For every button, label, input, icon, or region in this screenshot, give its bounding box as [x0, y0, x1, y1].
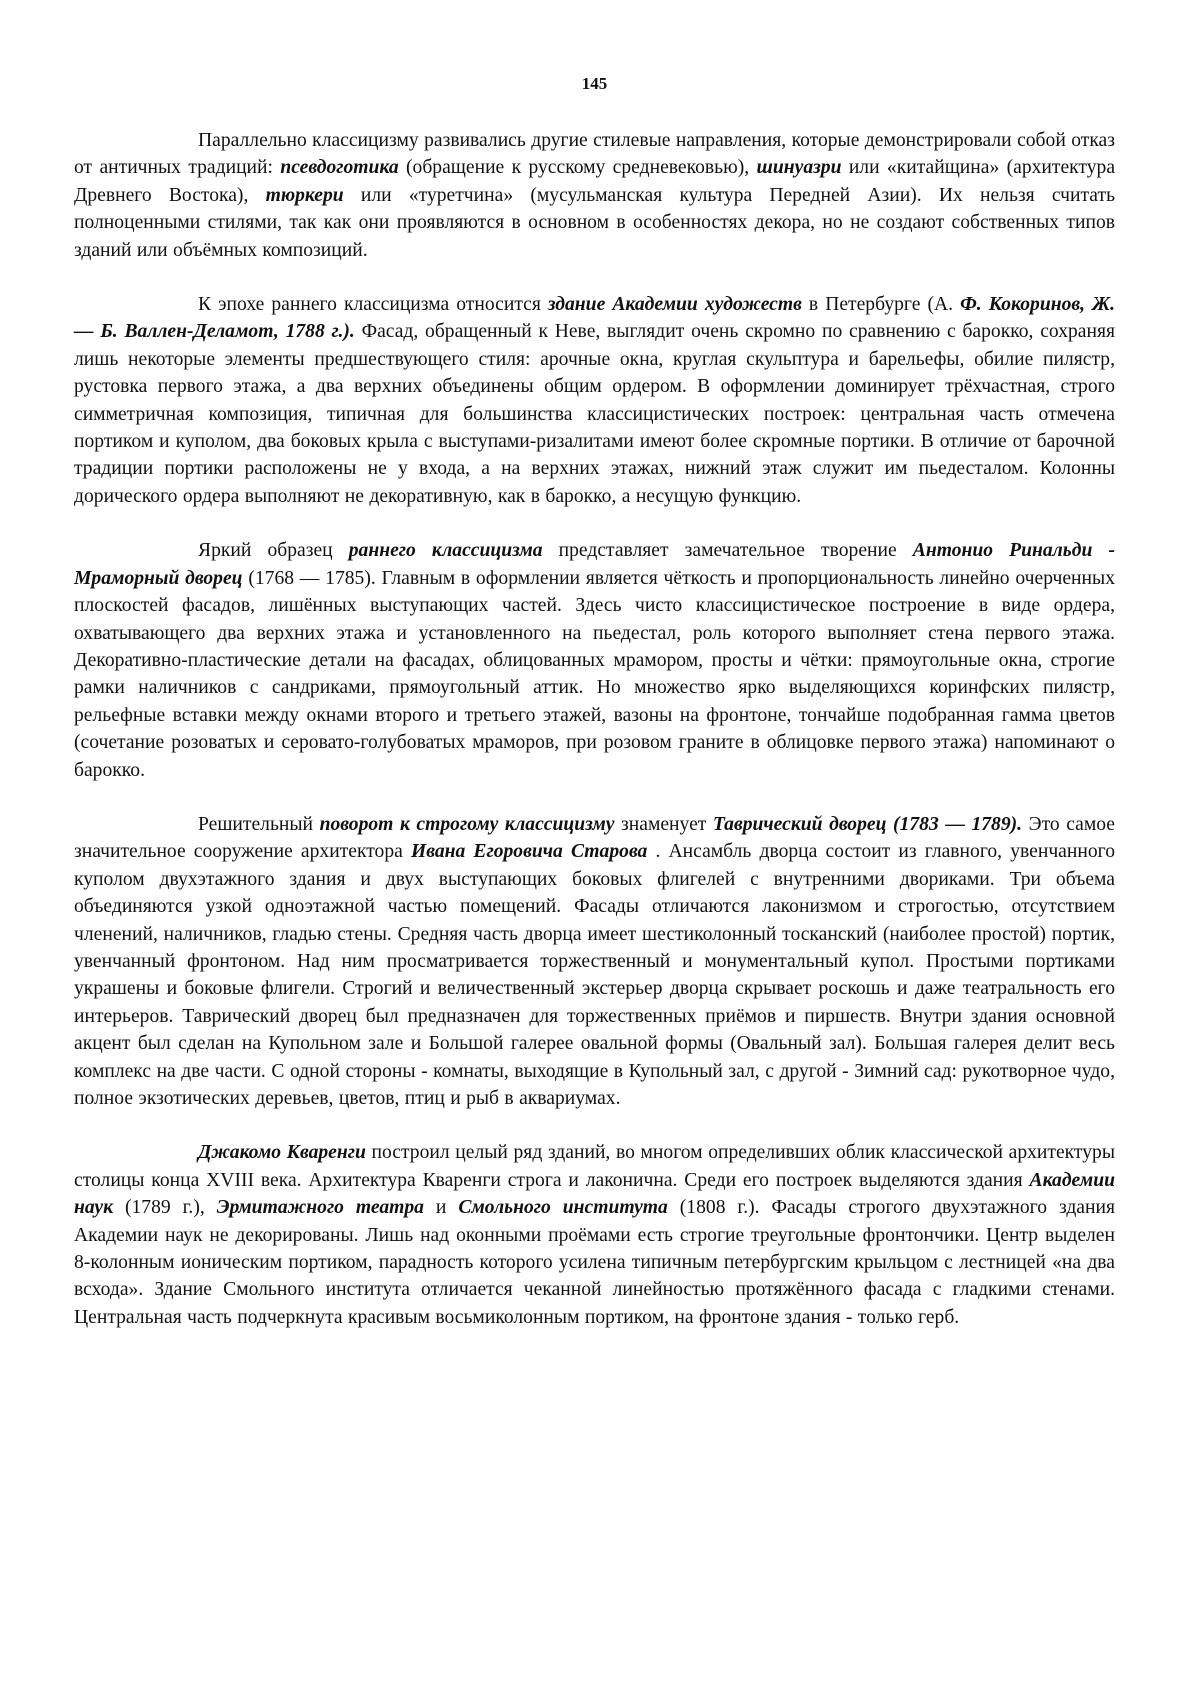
emphasis-term: Таврический дворец (1783 — 1789). — [712, 813, 1023, 835]
text-run: (1768 — 1785). Главным в оформлении является чёткость и пропорциональность линейно очерченных плоскостей фасадов, лишённых выступающих частей. Здесь чисто классицистическое построение в виде ордера, охватывающего два верхних этажа и установленного на пьедестал, роль которого выполняет стена первого этажа. Декоративно-пластические детали на фасадах, облицованных мрамором, просты и чётки: прямоугольные окна, строгие рамки наличников с сандриками, прямоугольный аттик. Но множество ярко выделяющихся коринфских пилястр, рельефные вставки между окнами второго и третьего этажей, вазоны на фронтоне, тончайше подобранная гамма цветов (сочетание розоватых и серовато-голубоватых мраморов, при розовом граните в облицовке первого этажа) напоминают о барокко. — [74, 567, 1115, 781]
text-run: в Петербурге (А. — [801, 294, 961, 316]
paragraph-pseudo-styles — [74, 127, 1115, 264]
page-body — [74, 127, 1115, 1358]
text-run: или «китайщина» (архитектура Древнего Востока), — [74, 157, 1116, 206]
emphasis-term: Ф. Кокоринов, Ж. — Б. Валлен-Деламот, 1788 г.). — [74, 294, 1115, 343]
text-run: или «туретчина» (мусульманская культура Передней Азии). Их нельзя считать полноценными стилями, так как они проявляются в основном в особенностях декора, но не создают собственных типов зданий или объёмных композиций. — [74, 184, 1116, 261]
paragraph-academy-of-arts — [74, 291, 1115, 510]
emphasis-term: Джакомо Кваренги — [198, 1142, 366, 1164]
text-run: (1789 г.), — [113, 1197, 217, 1219]
page-number: 145 — [581, 74, 608, 93]
text-run: Фасад, обращенный к Неве, выглядит очень скромно по сравнению с барокко, сохраняя лишь некоторые элементы предшествующего стиля: арочные окна, круглая скульптура и барельефы, обилие пилястр, рустовка первого этажа, а два верхних объединены общим ордером. В оформлении доминирует трёхчастная, строго симметричная композиция, типичная для большинства классицистических построек: центральная часть отмечена портиком и куполом, два боковых крыла с выступами-ризалитами имеют более скромные портики. В отличие от барочной традиции портики расположены не у входа, а на верхних этажах, нижний этаж служит им пьедесталом. Колонны дорического ордера выполняют не декоративную, как в барокко, а несущую функцию. — [74, 321, 1116, 507]
emphasis-term: здание Академии художеств — [547, 294, 802, 316]
text-run: Это самое значительное сооружение архитектора — [74, 813, 1115, 863]
text-run: Решительный — [198, 813, 320, 835]
text-run: и — [423, 1197, 459, 1219]
text-run: построил целый ряд зданий, во многом определивших облик классической архитектуры столицы конца XVIII века. Архитектура Кваренги строга и лаконична. Среди его построек выделяются здания — [74, 1142, 1115, 1191]
text-run: знаменует — [614, 813, 713, 835]
text-run: (обращение к русскому средневековью), — [398, 157, 757, 179]
emphasis-term: тюркери — [265, 184, 344, 206]
emphasis-term: псевдоготика — [280, 157, 399, 179]
emphasis-term: шинуазри — [756, 157, 842, 179]
emphasis-term: Академии наук — [74, 1169, 1115, 1219]
text-run: представляет замечательное творение — [542, 540, 913, 562]
paragraph-marble-palace — [74, 537, 1115, 784]
emphasis-term: Ивана Егоровича Старова — [410, 841, 648, 863]
text-run: Параллельно классицизму развивались другие стилевые направления, которые демонстрировали собой отказ от античных традиций: — [74, 130, 1115, 179]
text-run: К эпохе раннего классицизма относится — [198, 294, 548, 316]
text-run: Яркий образец — [198, 540, 349, 562]
emphasis-term: Смольного института — [458, 1197, 668, 1219]
emphasis-term: раннего классицизма — [348, 540, 543, 562]
emphasis-term: Эрмитажного театра — [216, 1197, 424, 1219]
emphasis-term: поворот к строгому классицизму — [319, 813, 615, 835]
text-run: (1808 г.). Фасады строгого двухэтажного здания Академии наук не декорированы. Лишь над оконными проёмами есть строгие треугольные фронтончики. Центр выделен 8-колонным ионическим портиком, парадность которого усилена типичным петербургским крыльцом с лестницей «на два всхода». Здание Смольного института отличается чеканной линейностью протяжённого фасада с гладкими стенами. Центральная часть подчеркнута красивым восьмиколонным портиком, на фронтоне здания - только герб. — [74, 1197, 1115, 1328]
emphasis-term: Антонио Ринальди - Мраморный дворец — [74, 540, 1115, 589]
paragraph-tauride-palace — [74, 811, 1115, 1112]
text-run: . Ансамбль дворца состоит из главного, увенчанного куполом двухэтажного здания и двух выступающих боковых флигелей с внутренними двориками. Три объема объединяются узкой одноэтажной частью помещений. Фасады отличаются лаконизмом и строгостью, отсутствием членений, наличников, гладью стены. Средняя часть дворца имеет шестиколонный тосканский (наиболее простой) портик, увенчанный фронтоном. Над ним просматривается торжественный и монументальный купол. Простыми портиками украшены и боковые флигели. Строгий и величественный экстерьер дворца скрывает роскошь и даже театральность его интерьеров. Таврический дворец был предназначен для торжественных приёмов и пиршеств. Внутри здания основной акцент был сделан на Купольном зале и Большой галерее овальной формы (Овальный зал). Большая галерея делит весь комплекс на две части. С одной стороны - комнаты, выходящие в Купольный зал, с другой - Зимний сад: рукотворное чудо, полное экзотических деревьев, цветов, птиц и рыб в аквариумах. — [74, 841, 1115, 1109]
paragraph-quarenghi — [74, 1139, 1115, 1331]
